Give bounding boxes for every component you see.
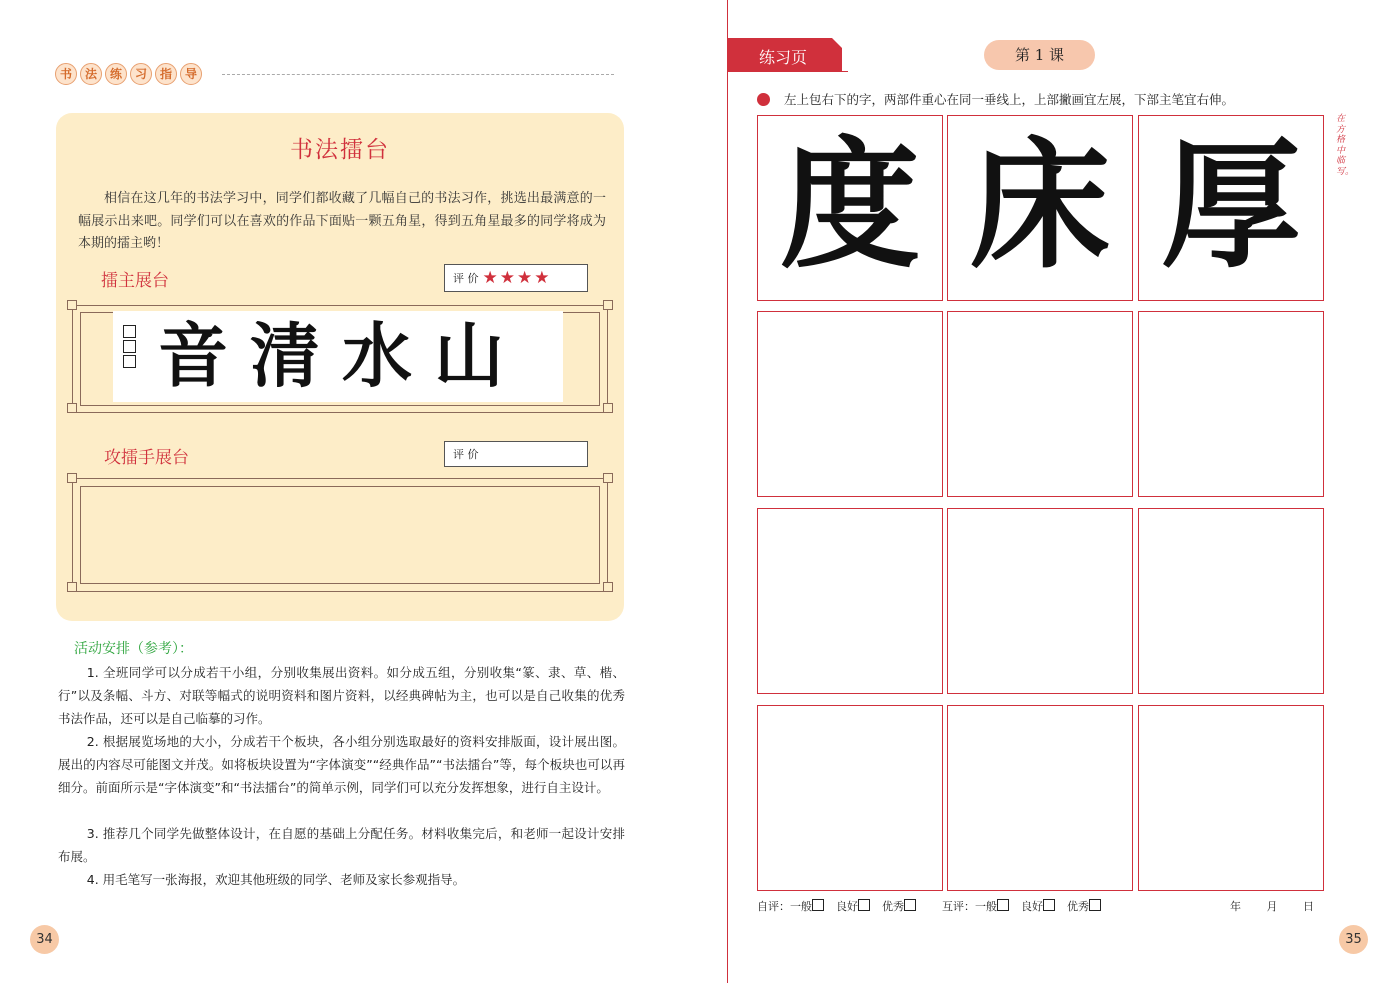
checkbox[interactable] (997, 899, 1009, 911)
model-char: 厚 (1160, 124, 1301, 288)
practice-tag-label: 练习页 (759, 48, 808, 67)
series-char: 指 (155, 63, 177, 85)
date-day: 日 (1303, 900, 1314, 913)
evaluation-line (757, 898, 1113, 914)
practice-cell[interactable] (947, 508, 1133, 694)
eval-option: 良好 (1021, 900, 1043, 913)
page-number-right: 35 (1339, 925, 1368, 954)
activity-item: 1. 全班同学可以分成若干小组，分别收集展出资料。如分成五组，分别收集“篆、隶、草、楷、行”以及条幅、斗方、对联等幅式的说明资料和图片资料，以经典碑帖为主，也可以是自己收集的优秀书法作品，还可以是自己临摹的习作。 (58, 665, 625, 726)
series-char: 练 (105, 63, 127, 85)
series-char: 书 (55, 63, 77, 85)
checkbox[interactable] (812, 899, 824, 911)
tag-underline (727, 71, 848, 72)
date-month: 月 (1266, 900, 1278, 913)
eval-option: 优秀 (1067, 900, 1089, 913)
peer-eval-label: 互评： (942, 900, 975, 913)
panel-intro: 相信在这几年的书法学习中，同学们都收藏了几幅自己的书法习作，挑选出最满意的一幅展示出来吧。同学们可以在喜欢的作品下面贴一颗五角星，得到五角星最多的同学将成为本期的擂主哟！ (78, 191, 606, 251)
champion-rating-box (444, 264, 588, 292)
date-year: 年 (1230, 900, 1241, 913)
self-eval-label: 自评： (757, 900, 790, 913)
writing-tip: 左上包右下的字，两部件重心在同一垂线上，上部撇画宜左展，下部主笔宜右伸。 (784, 92, 1235, 107)
frame-corner (603, 403, 613, 413)
side-note: 在方格中临写。 (1336, 114, 1355, 177)
frame-corner (67, 473, 77, 483)
model-cell (1138, 115, 1324, 301)
model-char: 床 (969, 124, 1110, 288)
frame-corner (67, 403, 77, 413)
series-title (55, 63, 202, 85)
challenger-label: 攻擂手展台 (104, 448, 189, 468)
series-char: 法 (80, 63, 102, 85)
practice-cell[interactable] (1138, 508, 1324, 694)
series-char: 习 (130, 63, 152, 85)
rating-stars: ★★★★ (482, 268, 552, 288)
activity-item: 3. 推荐几个同学先做整体设计，在自愿的基础上分配任务。材料收集完后，和老师一起设计安排布展。 (58, 826, 625, 864)
frame-corner (603, 300, 613, 310)
practice-cell[interactable] (1138, 311, 1324, 497)
challenger-frame-inner (80, 486, 600, 584)
page-number-left: 34 (30, 925, 59, 954)
calligraphy-work-text: 音清水山 (158, 314, 526, 397)
practice-cell[interactable] (757, 508, 943, 694)
activity-item: 2. 根据展览场地的大小，分成若干个板块，各小组分别选取最好的资料安排版面，设计展出图。展出的内容尽可能图文并茂。如将板块设置为“字体演变”“经典作品”“书法擂台”等，每个板块也可以再细分。前面所示是“字体演变”和“书法擂台”的简单示例，同学们可以充分发挥想象，进行自主设计。 (58, 734, 625, 795)
frame-corner (603, 582, 613, 592)
checkbox[interactable] (858, 899, 870, 911)
series-char: 导 (180, 63, 202, 85)
eval-option: 优秀 (882, 900, 904, 913)
rating-label: 评 价 (453, 272, 479, 285)
activity-title: 活动安排（参考）： (74, 641, 193, 657)
model-cell (757, 115, 943, 301)
bullet-dot (757, 93, 770, 106)
lesson-badge: 第 1 课 (984, 40, 1095, 70)
rating-label: 评 价 (453, 448, 479, 461)
model-cell (947, 115, 1133, 301)
activity-item: 4. 用毛笔写一张海报，欢迎其他班级的同学、老师及家长参观指导。 (86, 872, 466, 887)
frame-corner (603, 473, 613, 483)
checkbox[interactable] (904, 899, 916, 911)
date-line (1230, 898, 1314, 914)
frame-corner (67, 300, 77, 310)
practice-cell[interactable] (757, 705, 943, 891)
seal-boxes (123, 325, 136, 368)
practice-cell[interactable] (1138, 705, 1324, 891)
checkbox[interactable] (1043, 899, 1055, 911)
model-char: 度 (779, 124, 920, 288)
header-divider (222, 74, 614, 75)
eval-option: 一般 (975, 900, 997, 913)
practice-cell[interactable] (947, 705, 1133, 891)
eval-option: 一般 (790, 900, 812, 913)
practice-cell[interactable] (757, 311, 943, 497)
practice-cell[interactable] (947, 311, 1133, 497)
frame-corner (67, 582, 77, 592)
panel-title: 书法擂台 (290, 137, 390, 163)
challenger-rating-box (444, 441, 588, 467)
champion-label: 擂主展台 (101, 271, 169, 291)
page-fold-line (727, 0, 728, 983)
checkbox[interactable] (1089, 899, 1101, 911)
eval-option: 良好 (836, 900, 858, 913)
